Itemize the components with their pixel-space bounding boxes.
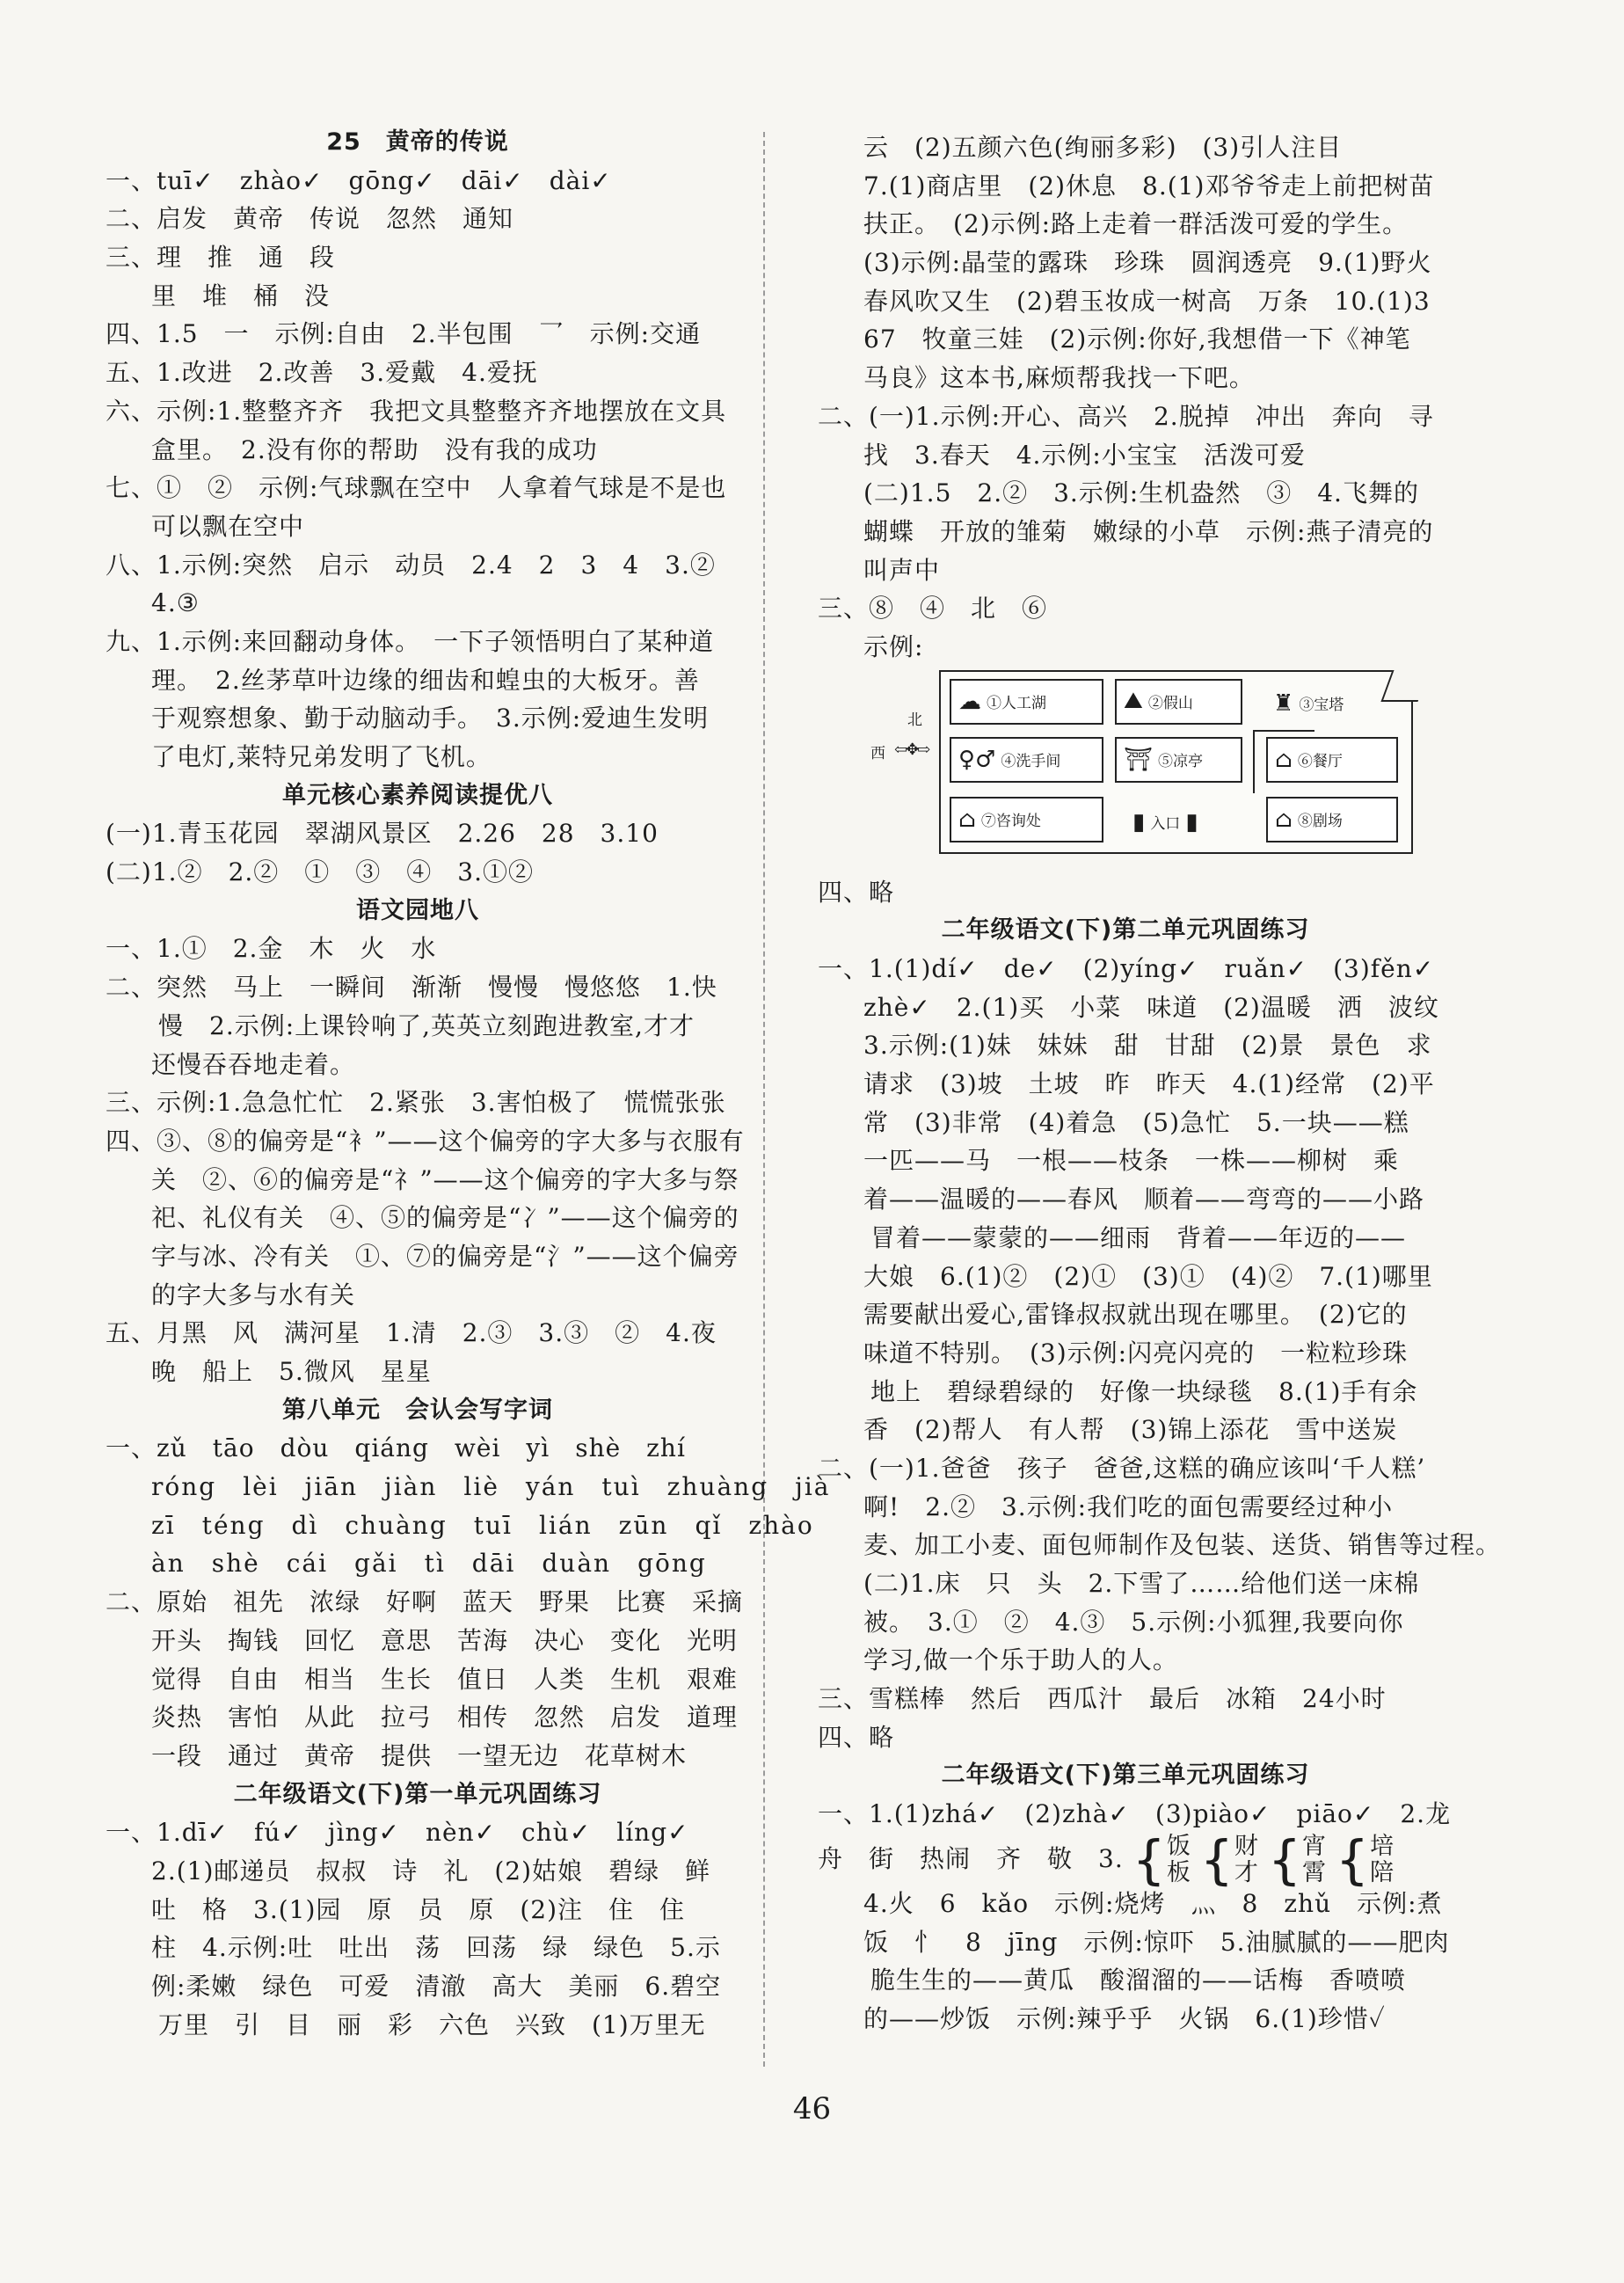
map-cell-label: ⑦咨询处 xyxy=(980,813,1041,831)
theater-icon: ⌂ xyxy=(1275,806,1293,833)
answer-line: 3.示例:(1)妹 妹妹 甜 甘甜 (2)景 景色 求 xyxy=(863,1031,1432,1061)
answer-line: (二)1.床 只 头 2.下雪了……给他们送一床棉 xyxy=(863,1569,1420,1598)
braces-lead-text: 舟 街 热闹 齐 敬 3. xyxy=(818,1843,1124,1873)
answer-line: 脆生生的——黄瓜 酸溜溜的——话梅 香喷喷 xyxy=(870,1966,1407,1995)
answer-line: 柱 4.示例:吐 吐出 荡 回荡 绿 绿色 5.示 xyxy=(151,1933,721,1963)
section-heading: 25 黄帝的传说 xyxy=(326,128,509,156)
answer-line: 九、1.示例:来回翻动身体。 一下子领悟明白了某种道 xyxy=(106,626,715,656)
map-cell-label: ⑧剧场 xyxy=(1297,813,1343,831)
map-cell-theater xyxy=(1266,797,1398,842)
answer-line: 理。 2.丝茅草叶边缘的细齿和蝗虫的大板牙。善 xyxy=(151,665,700,695)
answer-line: 叫声中 xyxy=(863,555,941,585)
answer-line: 七、① ② 示例:气球飘在空中 人拿着气球是不是也 xyxy=(106,473,727,503)
char-pair-item: 霄 xyxy=(1302,1859,1327,1887)
answer-line: 请求 (3)坡 土坡 昨 昨天 4.(1)经常 (2)平 xyxy=(863,1069,1435,1099)
answer-line: 一段 通过 黄帝 提供 一望无边 花草树木 xyxy=(151,1740,688,1770)
answer-line: 学习,做一个乐于助人的人。 xyxy=(863,1645,1178,1675)
map-cell-rockery xyxy=(1115,679,1242,725)
map-cell-label: ④洗手间 xyxy=(1001,753,1061,771)
answer-line: 2.(1)邮递员 叔叔 诗 礼 (2)姑娘 碧绿 鲜 xyxy=(151,1856,711,1885)
answer-line: 味道不特别。 (3)示例:闪亮闪亮的 一粒粒珍珠 xyxy=(863,1338,1409,1368)
char-pair-item: 财 xyxy=(1234,1833,1259,1861)
answer-line: 4.火 6 kǎo 示例:烧烤 灬 8 zhǔ 示例:煮 xyxy=(863,1888,1443,1918)
char-pair xyxy=(1234,1834,1259,1886)
section-heading: 二年级语文(下)第二单元巩固练习 xyxy=(941,916,1310,945)
answer-line: 一、1.① 2.金 木 火 水 xyxy=(106,934,437,964)
restaurant-icon: ⌂ xyxy=(1275,746,1293,773)
answer-line: 盒里。 2.没有你的帮助 没有我的成功 xyxy=(151,434,598,464)
compass-north: 北 xyxy=(907,711,922,729)
map-cell-info-desk xyxy=(950,797,1103,842)
answer-line: 一、1.(1)zhá✓ (2)zhà✓ (3)piào✓ piāo✓ 2.龙 xyxy=(818,1799,1452,1829)
answer-line: 吐 格 3.(1)园 原 员 原 (2)注 住 住 xyxy=(151,1894,686,1924)
answer-line: 四、1.5 一 示例:自由 2.半包围 乛 示例:交通 xyxy=(106,319,702,349)
answer-line: zhè✓ 2.(1)买 小菜 味道 (2)温暖 洒 波纹 xyxy=(863,992,1439,1022)
answer-line: zī téng dì chuàng tuī lián zūn qǐ zhào xyxy=(151,1510,814,1540)
char-pair xyxy=(1370,1834,1395,1886)
compass-arrows-icon: ⇦✥⇨ xyxy=(894,740,929,759)
answer-line: 五、月黑 风 满河星 1.清 2.③ 3.③ ② 4.夜 xyxy=(106,1318,717,1348)
brace-icon: { xyxy=(1199,1829,1234,1892)
answer-line: 四、略 xyxy=(818,877,895,907)
map-cell-label: ⑤凉亭 xyxy=(1158,753,1204,771)
right-column xyxy=(818,128,1502,2039)
section-heading: 二年级语文(下)第三单元巩固练习 xyxy=(941,1761,1310,1790)
answer-line: 二、(一)1.示例:开心、高兴 2.脱掉 冲出 奔向 寻 xyxy=(818,401,1434,431)
map-cell-label: ②假山 xyxy=(1147,695,1193,713)
answer-line: 的字大多与水有关 xyxy=(151,1280,356,1309)
answer-line: 春风吹又生 (2)碧玉妆成一树高 万条 10.(1)3 xyxy=(863,286,1431,316)
answer-line: 蝴蝶 开放的雏菊 嫩绿的小草 示例:燕子清亮的 xyxy=(863,516,1434,546)
answer-line: 大娘 6.(1)② (2)① (3)① (4)② 7.(1)哪里 xyxy=(863,1261,1433,1291)
answer-line: 三、示例:1.急急忙忙 2.紧张 3.害怕极了 慌慌张张 xyxy=(106,1088,726,1118)
answer-line: 字与冰、冷有关 ①、⑦的偏旁是“氵”——这个偏旁 xyxy=(151,1241,739,1271)
answer-line: 慢 2.示例:上课铃响了,英英立刻跑进教室,才才 xyxy=(158,1010,695,1040)
map-cell-restaurant xyxy=(1266,737,1398,783)
answer-line: 的——炒饭 示例:辣乎乎 火锅 6.(1)珍惜✓ xyxy=(863,2003,1386,2033)
section-heading: 语文园地八 xyxy=(356,896,479,924)
left-column xyxy=(106,123,831,2044)
answer-line: 4.③ xyxy=(151,588,200,618)
answer-line: róng lèi jiān jiàn liè yán tuì zhuàng jià xyxy=(151,1472,831,1502)
answer-line: 开头 掏钱 回忆 意思 苦海 决心 变化 光明 xyxy=(151,1625,739,1655)
answer-line: (二)1.5 2.② 3.示例:生机盎然 ③ 4.飞舞的 xyxy=(863,478,1419,508)
column-divider xyxy=(763,132,765,2067)
answer-line: 被。 3.① ② 4.③ 5.示例:小狐狸,我要向你 xyxy=(863,1607,1404,1637)
answer-line: 地上 碧绿碧绿的 好像一块绿毯 8.(1)手有余 xyxy=(870,1376,1418,1406)
answer-line: 六、示例:1.整整齐齐 我把文具整整齐齐地摆放在文具 xyxy=(106,396,727,426)
map-cell-label: ①人工湖 xyxy=(987,695,1046,713)
park-map xyxy=(939,670,1413,854)
answer-line: 云 (2)五颜六色(绚丽多彩) (3)引人注目 xyxy=(863,133,1343,162)
answer-line: 7.(1)商店里 (2)休息 8.(1)邓爷爷走上前把树苗 xyxy=(863,171,1435,201)
answer-line: 例:柔嫩 绿色 可爱 清澈 高大 美丽 6.碧空 xyxy=(151,1972,722,2001)
answer-line: 四、③、⑧的偏旁是“衤”——这个偏旁的字大多与衣服有 xyxy=(106,1126,745,1156)
section-heading: 第八单元 会认会写字词 xyxy=(282,1396,553,1424)
answer-line: 67 牧童三娃 (2)示例:你好,我想借一下《神笔 xyxy=(863,325,1411,354)
restroom-icon: ♀♂ xyxy=(958,746,996,773)
answer-line: 马良》这本书,麻烦帮我找一下吧。 xyxy=(863,363,1255,393)
park-map-figure xyxy=(818,670,1433,868)
answer-line: 五、1.改进 2.改善 3.爱戴 4.爱抚 xyxy=(106,358,538,388)
answer-line: (二)1.② 2.② ① ③ ④ 3.①② xyxy=(106,857,534,887)
char-pair-item: 才 xyxy=(1234,1859,1259,1887)
answer-line: 还慢吞吞地走着。 xyxy=(151,1049,356,1079)
answer-line: 可以飘在空中 xyxy=(151,511,305,541)
answer-line: 二、启发 黄帝 传说 忽然 通知 xyxy=(106,204,514,234)
answer-line: 三、理 推 通 段 xyxy=(106,243,336,273)
answer-line: 扶正。 (2)示例:路上走着一群活泼可爱的学生。 xyxy=(863,209,1409,239)
answer-line: 晚 船上 5.微风 星星 xyxy=(151,1357,432,1386)
gate-icon: ▮ xyxy=(1132,808,1146,835)
answer-line: 祀、礼仪有关 ④、⑤的偏旁是“冫”——这个偏旁的 xyxy=(151,1203,739,1233)
answer-line: 关 ②、⑥的偏旁是“礻”——这个偏旁的字大多与祭 xyxy=(151,1164,739,1194)
page-number: 46 xyxy=(792,2091,832,2126)
pavilion-icon: ⛩ xyxy=(1124,746,1154,773)
char-pair-item: 饭 xyxy=(1166,1833,1191,1861)
answer-line: 常 (3)非常 (4)着急 (5)急忙 5.一块——糕 xyxy=(863,1107,1409,1137)
answer-line: 一、tuī✓ zhào✓ gōng✓ dāi✓ dài✓ xyxy=(106,165,612,195)
answer-line: 一、1.(1)dí✓ de✓ (2)yíng✓ ruǎn✓ (3)fěn✓ xyxy=(818,954,1435,983)
answer-line: 了电灯,莱特兄弟发明了飞机。 xyxy=(151,742,492,771)
map-cell-restroom xyxy=(950,737,1103,783)
answer-line: 二、突然 马上 一瞬间 渐渐 慢慢 慢悠悠 1.快 xyxy=(106,973,717,1003)
answer-line: 香 (2)帮人 有人帮 (3)锦上添花 雪中送炭 xyxy=(863,1415,1398,1445)
answer-line: 里 堆 桶 没 xyxy=(151,281,331,310)
map-path xyxy=(1253,730,1255,793)
char-pair xyxy=(1302,1834,1327,1886)
map-cell-lake xyxy=(950,679,1103,725)
answer-line: 着——温暖的——春风 顺着——弯弯的——小路 xyxy=(863,1185,1425,1214)
answer-line: 四、略 xyxy=(818,1722,895,1752)
map-cell-entrance xyxy=(1125,802,1231,842)
answer-line: 万里 引 目 丽 彩 六色 兴致 (1)万里无 xyxy=(158,2009,706,2039)
answer-line: 需要献出爱心,雷锋叔叔就出现在哪里。 (2)它的 xyxy=(863,1300,1408,1330)
rockery-icon: ⛰ xyxy=(1124,688,1143,715)
map-cell-pavilion xyxy=(1115,737,1242,783)
answer-line: (3)示例:晶莹的露珠 珍珠 圆润透亮 9.(1)野火 xyxy=(863,248,1432,278)
pagoda-icon: ♜ xyxy=(1273,689,1294,717)
answer-line: 八、1.示例:突然 启示 动员 2.4 2 3 4 3.② xyxy=(106,550,716,580)
answer-line: àn shè cái gǎi tì dāi duàn gōng xyxy=(151,1549,707,1579)
brace-icon: { xyxy=(1267,1829,1302,1892)
answer-line: 于观察想象、勤于动脑动手。 3.示例:爱迪生发明 xyxy=(151,704,710,733)
char-pair-item: 宵 xyxy=(1302,1833,1327,1861)
answer-line: 二、原始 祖先 浓绿 好啊 蓝天 野果 比赛 采摘 xyxy=(106,1587,744,1617)
brace-icon: { xyxy=(1132,1829,1167,1892)
gate-icon: ▮ xyxy=(1185,808,1198,835)
answer-line: 冒着——蒙蒙的——细雨 背着——年迈的—— xyxy=(870,1222,1407,1252)
section-heading: 二年级语文(下)第一单元巩固练习 xyxy=(233,1780,602,1808)
char-pair-item: 陪 xyxy=(1370,1859,1395,1887)
char-pair xyxy=(1167,1834,1191,1886)
map-path xyxy=(1253,730,1314,732)
answer-line: 一匹——马 一根——枝条 一株——柳树 乘 xyxy=(863,1146,1400,1176)
info-desk-icon: ⌂ xyxy=(958,806,976,833)
map-cell-pagoda xyxy=(1266,679,1398,728)
answer-line: 一、1.dī✓ fú✓ jìng✓ nèn✓ chù✓ líng✓ xyxy=(106,1818,689,1848)
answer-line: 饭 忄 8 jīng 示例:惊吓 5.油腻腻的——肥肉 xyxy=(863,1927,1450,1957)
answer-line: 炎热 害怕 从此 拉弓 相传 忽然 启发 道理 xyxy=(151,1703,739,1732)
compass-west: 西 xyxy=(870,744,885,762)
answer-line: 觉得 自由 相当 生长 值日 人类 生机 艰难 xyxy=(151,1664,739,1694)
braces-line xyxy=(818,1829,1433,1892)
brace-icon: { xyxy=(1335,1829,1371,1892)
answer-line: 麦、加工小麦、面包师制作及包装、送货、销售等过程。 xyxy=(863,1530,1502,1560)
answer-line: 示例: xyxy=(863,631,924,661)
map-cell-label: ⑥餐厅 xyxy=(1297,753,1343,771)
answer-line: 啊! 2.② 3.示例:我们吃的面包需要经过种小 xyxy=(863,1492,1394,1521)
answer-line: 三、⑧ ④ 北 ⑥ xyxy=(818,594,1048,624)
answer-line: 找 3.春天 4.示例:小宝宝 活泼可爱 xyxy=(863,440,1306,470)
lake-icon: ☁ xyxy=(958,688,981,715)
char-pair-item: 培 xyxy=(1370,1833,1395,1861)
char-pair-item: 板 xyxy=(1166,1859,1191,1887)
answer-line: 三、雪糕棒 然后 西瓜汁 最后 冰箱 24小时 xyxy=(818,1684,1387,1714)
map-cell-label: 入口 xyxy=(1150,815,1181,834)
section-heading: 单元核心素养阅读提优八 xyxy=(282,781,553,809)
answer-line: 一、zǔ tāo dòu qiáng wèi yì shè zhí xyxy=(106,1433,686,1463)
answer-line: 二、(一)1.爸爸 孩子 爸爸,这糕的确应该叫‘千人糕’ xyxy=(818,1453,1426,1483)
answer-line: (一)1.青玉花园 翠湖风景区 2.26 28 3.10 xyxy=(106,819,659,849)
map-cell-label: ③宝塔 xyxy=(1299,697,1344,715)
